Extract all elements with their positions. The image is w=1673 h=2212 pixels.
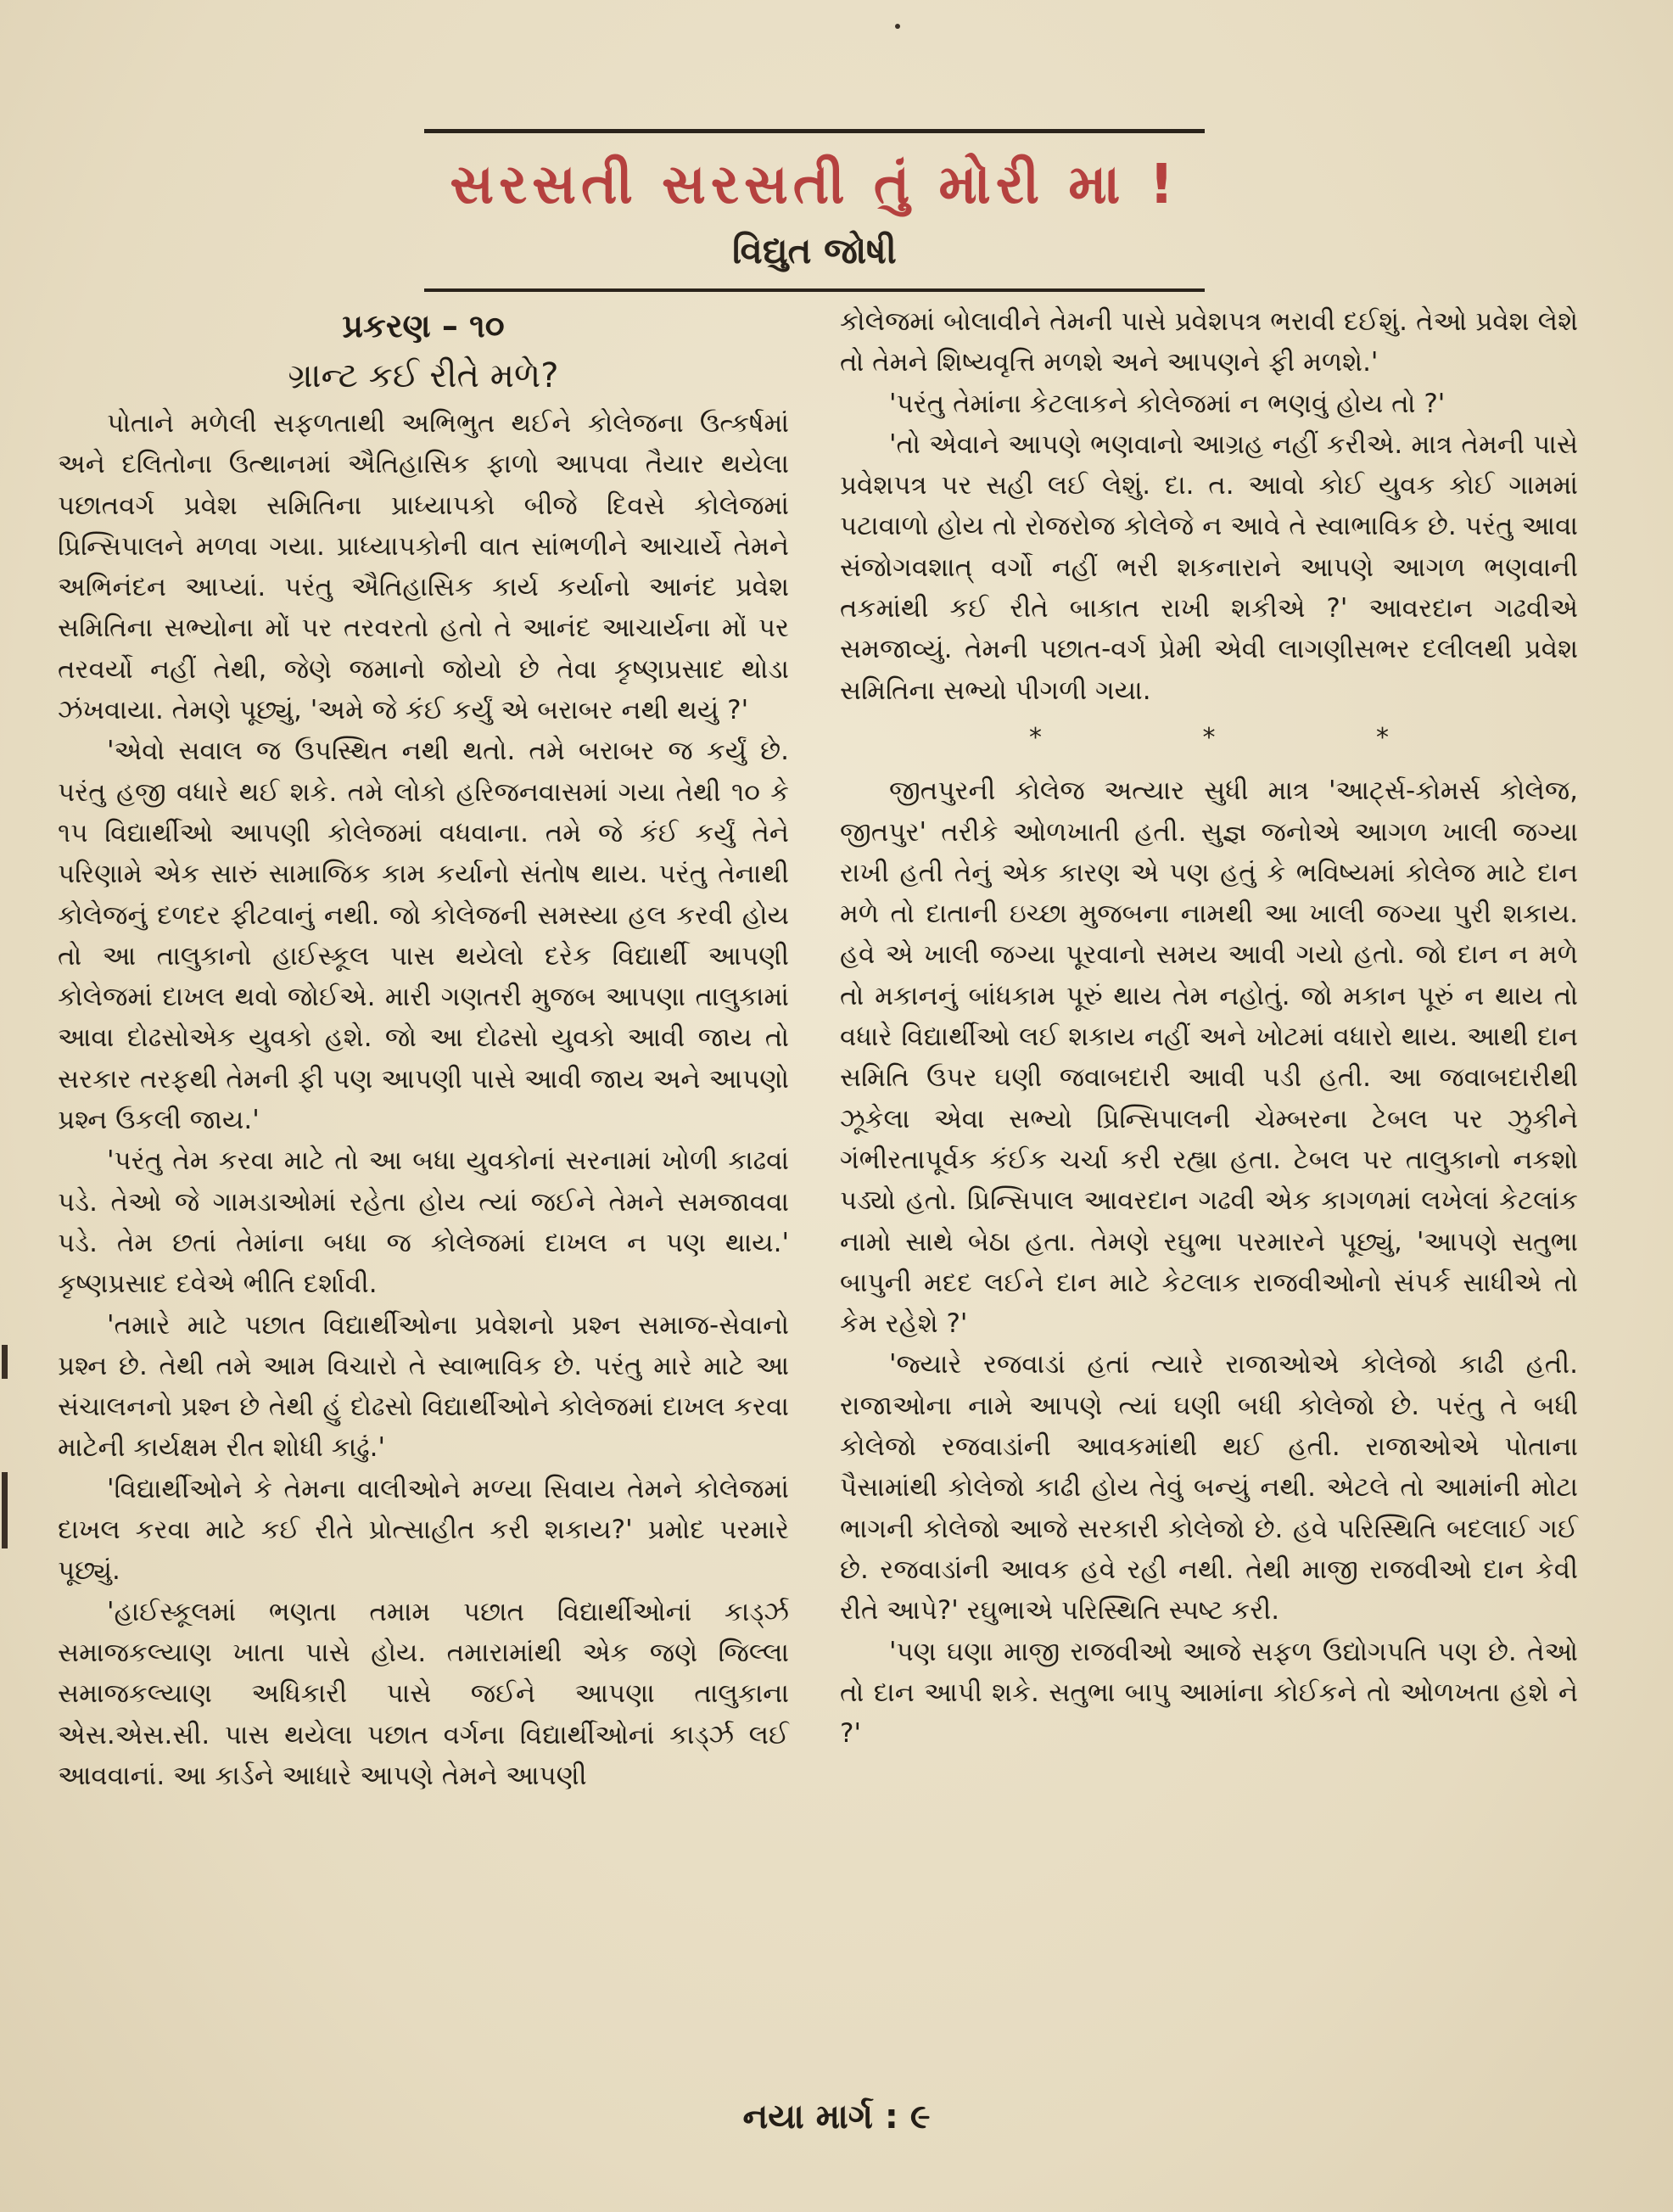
- left-column: [58, 301, 789, 1796]
- article-title: સરસતી સરસતી તું મોરી મા !: [450, 154, 1179, 216]
- article-author: વિદ્યુત જોષી: [732, 230, 897, 272]
- paragraph: 'વિદ્યાર્થીઓને કે તેમના વાલીઓને મળ્યા સિવાય તેમને કોલેજમાં દાખલ કરવા માટે કઈ રીતે પ્રોત્સાહીત કરી શકાય?' પ્રમોદ પરમારે પૂછ્યું.: [58, 1473, 789, 1587]
- paragraph: 'તો એવાને આપણે ભણવાનો આગ્રહ નહીં કરીએ. માત્ર તેમની પાસે પ્રવેશપત્ર પર સહી લઈ લેશું. દા. ત. આવો કોઈ યુવક કોઈ ગામમાં પટાવાળો હોય તો રોજરોજ કોલેજે ન આવે તે સ્વાભાવિક છે. પરંતુ આવા સંજોગવશાત્ વર્ગો નહીં ભરી શકનારાને આપણે આગળ ભણવાની તકમાંથી કઈ રીતે બાકાત રાખી શકીએ ?' આવરદાન ગઢવીએ સમજાવ્યું. તેમની પછાત-વર્ગ પ્રેમી એવી લાગણીસભર દલીલથી પ્રવેશ સમિતિના સભ્યો પીગળી ગયા.: [840, 428, 1578, 706]
- chapter-heading: પ્રકરણ – ૧૦: [342, 307, 505, 344]
- section-separator: * * *: [1028, 722, 1390, 753]
- ink-speck: [895, 24, 900, 29]
- paragraph: 'પણ ઘણા માજી રાજવીઓ આજે સફળ ઉદ્યોગપતિ પણ છે. તેઓ તો દાન આપી શકે. સતુભા બાપુ આમાંના કોઈકને તો ઓળખતા હશે ને ?': [840, 1636, 1578, 1750]
- paragraph: પોતાને મળેલી સફળતાથી અભિભુત થઈને કોલેજના ઉત્કર્ષમાં અને દલિતોના ઉત્થાનમાં ઐતિહાસિક ફાળો આપવા તૈયાર થયેલા પછાતવર્ગ પ્રવેશ સમિતિના પ્રાધ્યાપકો બીજે દિવસે કોલેજમાં પ્રિન્સિપાલને મળવા ગયા. પ્રાધ્યાપકોની વાત સાંભળીને આચાર્યે તેમને અભિનંદન આપ્યાં. પરંતુ ઐતિહાસિક કાર્ય કર્યાનો આનંદ પ્રવેશ સમિતિના સભ્યોના મોં પર તરવરતો હતો તે આનંદ આચાર્યના મોં પર તરવર્યો નહીં તેથી, જેણે જમાનો જોયો છે તેવા કૃષ્ણપ્રસાદ થોડા ઝંખવાયા. તેમણે પૂછ્યું, 'અમે જે કંઈ કર્યું એ બરાબર નથી થયું ?': [58, 408, 789, 726]
- margin-mark: [2, 1472, 8, 1548]
- paragraph: 'હાઈસ્કૂલમાં ભણતા તમામ પછાત વિદ્યાર્થીઓનાં કાર્ડ્ઝ સમાજકલ્યાણ ખાતા પાસે હોય. તમારામાંથી એક જણે જિલ્લા સમાજકલ્યાણ અધિકારી પાસે જઈને આપણા તાલુકાના એસ.એસ.સી. પાસ થયેલા પછાત વર્ગના વિદ્યાર્થીઓનાં કાર્ડ્ઝ લઈ આવવાનાં. આ કાર્ડને આધારે આપણે તેમને આપણી: [58, 1596, 789, 1791]
- paragraph: 'પરંતુ તેમ કરવા માટે તો આ બધા યુવકોનાં સરનામાં ખોળી કાઢવાં પડે. તેઓ જે ગામડાઓમાં રહેતા હોય ત્યાં જઈને તેમને સમજાવવા પડે. તેમ છતાં તેમાંના બધા જ કોલેજમાં દાખલ ન પણ થાય.' કૃષ્ણપ્રસાદ દવેએ ભીતિ દર્શાવી.: [58, 1145, 789, 1300]
- paragraph: જીતપુરની કોલેજ અત્યાર સુધી માત્ર 'આર્ટ્સ-કોમર્સ કોલેજ, જીતપુર' તરીકે ઓળખાતી હતી. સુજ્ઞ જનોએ આગળ ખાલી જગ્યા રાખી હતી તેનું એક કારણ એ પણ હતું કે ભવિષ્યમાં કોલેજ માટે દાન મળે તો દાતાની ઇચ્છા મુજબના નામથી આ ખાલી જગ્યા પુરી શકાય. હવે એ ખાલી જગ્યા પૂરવાનો સમય આવી ગયો હતો. જો દાન ન મળે તો મકાનનું બાંધકામ પૂરું થાય તેમ નહોતું. જો મકાન પૂરું ન થાય તો વધારે વિદ્યાર્થીઓ લઈ શકાય નહીં અને ખોટમાં વધારો થાય. આથી દાન સમિતિ ઉપર ઘણી જવાબદારી આવી પડી હતી. આ જવાબદારીથી ઝૂકેલા એવા સભ્યો પ્રિન્સિપાલની ચેમ્બરના ટેબલ પર ઝુકીને ગંભીરતાપૂર્વક કંઈક ચર્ચા કરી રહ્યા હતા. ટેબલ પર તાલુકાનો નકશો પડ્યો હતો. પ્રિન્સિપાલ આવરદાન ગઢવી એક કાગળમાં લખેલાં કેટલાંક નામો સાથે બેઠા હતા. તેમણે રઘુભા પરમારને પૂછ્યું, 'આપણે સતુભા બાપુની મદદ લઈને દાન માટે કેટલાક રાજવીઓનો સંપર્ક સાધીએ તો કેમ રહેશે ?': [840, 776, 1578, 1340]
- paragraph: કોલેજમાં બોલાવીને તેમની પાસે પ્રવેશપત્ર ભરાવી દઈશું. તેઓ પ્રવેશ લેશે તો તેમને શિષ્યવૃત્તિ મળશે અને આપણને ફી મળશે.': [840, 306, 1578, 378]
- paragraph: 'જ્યારે રજવાડાં હતાં ત્યારે રાજાઓએ કોલેજો કાઢી હતી. રાજાઓના નામે આપણે ત્યાં ઘણી બધી કોલેજો છે. પરંતુ તે બધી કોલેજો રજવાડાંની આવકમાંથી થઈ હતી. રાજાઓએ પોતાના પૈસામાંથી કોલેજો કાઢી હોય તેવું બન્યું નથી. એટલે તો આમાંની મોટા ભાગની કોલેજો આજે સરકારી કોલેજો છે. હવે પરિસ્થિતિ બદલાઈ ગઈ છે. રજવાડાંની આવક હવે રહી નથી. તેથી માજી રાજવીઓ દાન કેવી રીતે આપે?' રઘુભાએ પરિસ્થિતિ સ્પષ્ટ કરી.: [840, 1349, 1578, 1627]
- paragraph: 'તમારે માટે પછાત વિદ્યાર્થીઓના પ્રવેશનો પ્રશ્ન સમાજ-સેવાનો પ્રશ્ન છે. તેથી તમે આમ વિચારો તે સ્વાભાવિક છે. પરંતુ મારે માટે આ સંચાલનનો પ્રશ્ન છે તેથી હું દોઢસો વિદ્યાર્થીઓને કોલેજમાં દાખલ કરવા માટેની કાર્યક્ષમ રીત શોધી કાઢું.': [58, 1309, 789, 1464]
- margin-mark: [2, 1345, 8, 1379]
- page-footer: નયા માર્ગ : ૯: [742, 2097, 931, 2136]
- right-column: [840, 301, 1578, 1754]
- title-bottom-rule: [424, 288, 1205, 292]
- paragraph: 'એવો સવાલ જ ઉપસ્થિત નથી થતો. તમે બરાબર જ કર્યું છે. પરંતુ હજી વધારે થઈ શકે. તમે લોકો હરિજનવાસમાં ગયા તેથી ૧૦ કે ૧૫ વિદ્યાર્થીઓ આપણી કોલેજમાં વધવાના. તમે જે કંઈ કર્યું તેને પરિણામે એક સારું સામાજિક કામ કર્યાનો સંતોષ થાય. પરંતુ તેનાથી કોલેજનું દળદર ફીટવાનું નથી. જો કોલેજની સમસ્યા હલ કરવી હોય તો આ તાલુકાનો હાઈસ્કૂલ પાસ થયેલો દરેક વિદ્યાર્થી આપણી કોલેજમાં દાખલ થવો જોઈએ. મારી ગણતરી મુજબ આપણા તાલુકામાં આવા દોઢસોએક યુવકો હશે. જો આ દોઢસો યુવકો આવી જાય તો સરકાર તરફથી તેમની ફી પણ આપણી પાસે આવી જાય અને આપણો પ્રશ્ન ઉકલી જાય.': [58, 736, 789, 1136]
- paragraph: 'પરંતુ તેમાંના કેટલાકને કોલેજમાં ન ભણવું હોય તો ?': [889, 388, 1446, 419]
- title-top-rule: [424, 129, 1205, 133]
- chapter-subtitle: ગ્રાન્ટ કઈ રીતે મળે?: [288, 356, 559, 395]
